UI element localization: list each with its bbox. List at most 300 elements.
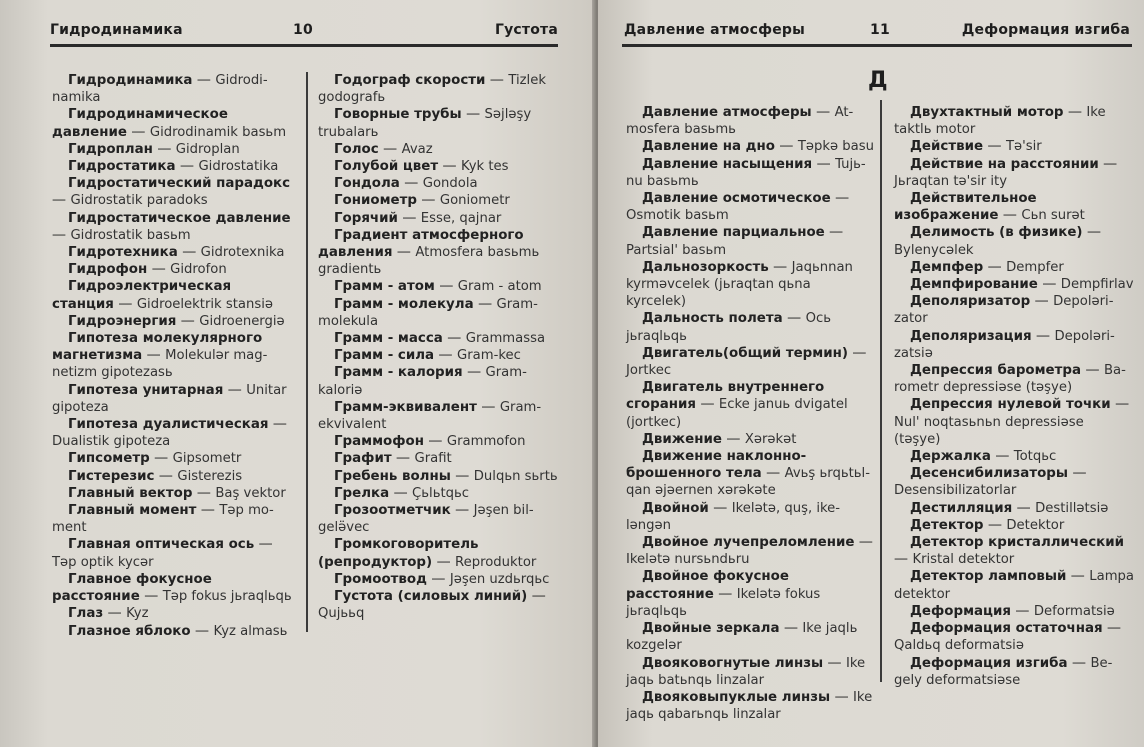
entry-dash: — bbox=[847, 344, 867, 361]
entry-translation: Ecke januь dvigatel (jortkec) bbox=[626, 397, 848, 430]
entry-dash: — bbox=[196, 502, 220, 519]
entry-term: Десенсибилизаторы bbox=[910, 466, 1068, 482]
entry-translation: Dempfirlav bbox=[1060, 277, 1134, 293]
dictionary-entry bbox=[894, 448, 1134, 465]
entry-term: Гидростатическое давление bbox=[68, 210, 291, 226]
entry-translation: Təpkə basu bbox=[797, 139, 874, 155]
entry-term: Громкоговоритель (репродуктор) bbox=[318, 537, 479, 570]
dictionary-entry bbox=[318, 141, 560, 158]
entry-dash: — bbox=[721, 430, 745, 447]
entry-translation: Begely deformatsiəse bbox=[894, 655, 1113, 688]
entry-term: Двойное фокусное расстояние bbox=[626, 569, 789, 602]
entry-translation: Ocь jьraqlьqь bbox=[626, 311, 831, 344]
entry-translation: Gidrostatik basьm bbox=[70, 227, 191, 243]
dictionary-entry bbox=[318, 192, 560, 209]
entry-dash: — bbox=[854, 534, 873, 551]
right-column-divider bbox=[880, 100, 882, 682]
entry-translation: Ike jaqь qabarьnqь linzalar bbox=[626, 689, 873, 723]
right-column-1 bbox=[626, 104, 874, 723]
entry-term: Грамм - масса bbox=[334, 331, 443, 347]
entry-translation: Təp fokus jьraqlьqь bbox=[162, 589, 292, 605]
right-page-header bbox=[598, 22, 1144, 44]
entry-term: Давление насыщения bbox=[642, 156, 813, 172]
entry-term: Главный вектор bbox=[68, 485, 193, 501]
entry-translation: Osmotik basьm bbox=[626, 208, 729, 224]
entry-dash: — bbox=[450, 467, 474, 484]
entry-dash: — bbox=[52, 192, 71, 209]
entry-term: Годограф скорости bbox=[334, 73, 486, 88]
entry-translation: Gidrostatik paradoks bbox=[70, 193, 208, 209]
entry-term: Гипсометр bbox=[68, 451, 150, 467]
entry-term: Двигатель внутреннего сгорания bbox=[626, 380, 825, 413]
dictionary-entry bbox=[318, 347, 560, 364]
dictionary-entry bbox=[318, 278, 560, 295]
left-column-1 bbox=[52, 72, 296, 640]
entry-term: Двояковыпуклые линзы bbox=[642, 689, 831, 705]
dictionary-entry bbox=[52, 502, 296, 536]
entry-translation: Ikelətə nursьndьru bbox=[626, 552, 750, 568]
entry-translation: Jaqьnnan kyrməvcelek (jьraqtan qьna kyrcelek) bbox=[626, 259, 853, 310]
dictionary-entry bbox=[318, 468, 560, 485]
dictionary-entry bbox=[52, 382, 296, 416]
entry-dash: — bbox=[1102, 620, 1122, 637]
entry-term: Гребень волны bbox=[334, 468, 451, 484]
entry-term: Деформация bbox=[910, 603, 1011, 619]
entry-dash: — bbox=[779, 620, 803, 637]
entry-term: Гидроплан bbox=[68, 141, 153, 157]
entry-translation: Gidrofon bbox=[170, 262, 227, 278]
entry-term: Гидротехника bbox=[68, 245, 178, 261]
entry-translation: Ikelətə fokus jьraqlьqь bbox=[626, 586, 821, 619]
entry-translation: Kyz almasь bbox=[213, 623, 288, 639]
dictionary-entry bbox=[894, 500, 1134, 517]
entry-translation: Kyk tes bbox=[461, 159, 509, 175]
entry-translation: Deformatsiə bbox=[1033, 603, 1115, 619]
dictionary-entry bbox=[894, 396, 1134, 448]
entry-translation: Qujььq bbox=[318, 606, 365, 622]
entry-term: Грелка bbox=[334, 485, 390, 501]
entry-translation: Nul' noqtasьnьn depressiəse (təşye) bbox=[894, 414, 1084, 447]
dictionary-entry bbox=[894, 293, 1134, 327]
dictionary-entry bbox=[626, 431, 874, 448]
entry-translation: Gidroenergiə bbox=[199, 313, 285, 329]
dictionary-entry bbox=[626, 379, 874, 431]
entry-dash: — bbox=[983, 258, 1007, 275]
entry-translation: Gramkaloriə bbox=[318, 365, 527, 398]
entry-term: Давление парциальное bbox=[642, 225, 825, 241]
entry-translation: Esse, qajnar bbox=[420, 210, 502, 226]
entry-dash: — bbox=[696, 396, 719, 413]
left-page-header bbox=[0, 22, 598, 44]
dictionary-entry bbox=[52, 141, 296, 158]
entry-dash: — bbox=[434, 278, 458, 295]
entry-translation: Tujьnu basьmь bbox=[626, 156, 866, 189]
left-header-first-term: Гидродинамика bbox=[50, 22, 183, 38]
entry-term: Грамм - сила bbox=[334, 348, 435, 364]
entry-dash: — bbox=[485, 72, 509, 88]
entry-dash: — bbox=[190, 622, 214, 639]
entry-term: Давление атмосферы bbox=[642, 105, 812, 120]
dictionary-entry bbox=[318, 433, 560, 450]
entry-term: Действительное изображение bbox=[894, 191, 1037, 224]
entry-term: Граммофон bbox=[334, 434, 424, 450]
entry-translation: Gidroelektrik stansiə bbox=[136, 296, 274, 312]
entry-translation: Gisterezis bbox=[177, 468, 243, 484]
dictionary-entry bbox=[894, 138, 1134, 155]
entry-term: Деформация изгиба bbox=[910, 655, 1068, 671]
right-header-last-term: Деформация изгиба bbox=[961, 22, 1130, 38]
dictionary-entry bbox=[52, 416, 296, 450]
dictionary-entry bbox=[894, 568, 1134, 602]
entry-translation: Təp moment bbox=[52, 503, 274, 536]
entry-dash: — bbox=[1012, 499, 1036, 516]
entry-term: Детектор bbox=[910, 517, 984, 533]
dictionary-entry bbox=[318, 296, 560, 330]
entry-dash: — bbox=[708, 499, 732, 516]
entry-dash: — bbox=[416, 192, 440, 209]
dictionary-entry bbox=[894, 224, 1134, 258]
entry-translation: Gondola bbox=[422, 176, 478, 192]
left-page-number: 10 bbox=[293, 22, 313, 38]
entry-term: Голубой цвет bbox=[334, 159, 439, 175]
entry-dash: — bbox=[378, 140, 402, 157]
dictionary-entry bbox=[318, 158, 560, 175]
dictionary-entry bbox=[318, 364, 560, 398]
entry-translation: Səjləşy trubalarь bbox=[318, 107, 532, 140]
entry-translation: Kyz bbox=[126, 606, 149, 622]
entry-term: Дальность полета bbox=[642, 311, 783, 327]
entry-dash: — bbox=[1063, 104, 1087, 120]
entry-term: Градиент атмосферного давления bbox=[318, 227, 524, 261]
dictionary-entry bbox=[52, 571, 296, 605]
right-header-rule bbox=[622, 44, 1132, 47]
dictionary-entry bbox=[52, 536, 296, 570]
dictionary-entry bbox=[52, 72, 296, 106]
dictionary-entry bbox=[52, 330, 296, 382]
entry-term: Гипотеза унитарная bbox=[68, 382, 224, 398]
dictionary-entry bbox=[318, 210, 560, 227]
entry-dash: — bbox=[983, 516, 1007, 533]
entry-dash: — bbox=[1098, 155, 1118, 172]
entry-dash: — bbox=[823, 654, 846, 671]
entry-translation: Jəşen uzdьrqьc bbox=[449, 571, 550, 587]
entry-dash: — bbox=[824, 224, 844, 241]
entry-dash: — bbox=[761, 465, 785, 482]
entry-dash: — bbox=[154, 467, 178, 484]
entry-dash: — bbox=[462, 364, 486, 381]
right-page bbox=[598, 0, 1144, 747]
entry-translation: Gidrodinamik basьm bbox=[149, 124, 287, 140]
dictionary-entry bbox=[52, 244, 296, 261]
entry-term: Гидрофон bbox=[68, 262, 148, 278]
dictionary-entry bbox=[626, 345, 874, 379]
entry-translation: Atmosfera basьmь bbox=[626, 105, 854, 138]
entry-translation: Destillətsiə bbox=[1035, 500, 1109, 516]
dictionary-entry bbox=[894, 156, 1134, 190]
entry-translation: Çьlьtqьc bbox=[412, 485, 470, 501]
entry-dash: — bbox=[450, 502, 474, 519]
entry-translation: Gidrodinamika bbox=[52, 73, 268, 106]
dictionary-entry bbox=[318, 399, 560, 433]
entry-translation: Barometr depressiəse (təşye) bbox=[894, 363, 1126, 396]
entry-dash: — bbox=[461, 106, 485, 123]
entry-dash: — bbox=[1037, 276, 1061, 293]
entry-translation: Lampa detektor bbox=[894, 569, 1134, 602]
dictionary-entry bbox=[318, 106, 560, 140]
entry-translation: Xərəkət bbox=[744, 431, 797, 447]
dictionary-entry bbox=[52, 623, 296, 640]
dictionary-entry bbox=[52, 210, 296, 244]
entry-dash: — bbox=[1082, 224, 1102, 241]
entry-term: Дальнозоркость bbox=[642, 259, 769, 275]
entry-dash: — bbox=[149, 450, 173, 467]
entry-translation: Gram - atom bbox=[457, 279, 542, 295]
entry-dash: — bbox=[1010, 602, 1034, 619]
entry-dash: — bbox=[113, 295, 137, 312]
entry-term: Деполяризатор bbox=[910, 294, 1031, 310]
entry-dash: — bbox=[998, 207, 1022, 224]
dictionary-entry bbox=[894, 603, 1134, 620]
entry-term: Гониометр bbox=[334, 193, 417, 209]
entry-translation: Totqьc bbox=[1013, 449, 1057, 465]
dictionary-entry bbox=[318, 536, 560, 570]
entry-term: Детектор ламповый bbox=[910, 569, 1067, 585]
entry-translation: Ike jaqь batьnqь linzalar bbox=[626, 655, 866, 688]
entry-term: Гипотеза молекулярного магнетизма bbox=[52, 331, 263, 364]
entry-translation: Dempfer bbox=[1006, 259, 1064, 275]
dictionary-entry bbox=[318, 175, 560, 192]
dictionary-entry bbox=[626, 259, 874, 311]
entry-translation: Gidrotexnika bbox=[200, 245, 285, 261]
dictionary-entry bbox=[626, 620, 874, 654]
dictionary-entry bbox=[894, 517, 1134, 534]
dictionary-entry bbox=[626, 655, 874, 689]
entry-term: Грамм - молекула bbox=[334, 296, 474, 312]
dictionary-entry bbox=[894, 534, 1134, 568]
entry-term: Громоотвод bbox=[334, 571, 427, 587]
dictionary-entry bbox=[894, 620, 1134, 654]
entry-dash: — bbox=[830, 688, 854, 705]
entry-term: Глазное яблоко bbox=[68, 623, 191, 639]
dictionary-entry bbox=[626, 534, 874, 568]
dictionary-entry bbox=[52, 175, 296, 209]
entry-translation: Detektor bbox=[1006, 517, 1065, 533]
entry-translation: Ike taktlь motor bbox=[894, 105, 1106, 138]
entry-translation: Unitar gipoteza bbox=[52, 382, 287, 415]
entry-dash: — bbox=[392, 244, 416, 261]
dictionary-entry bbox=[52, 158, 296, 175]
dictionary-entry bbox=[626, 448, 874, 500]
entry-term: Двухтактный мотор bbox=[910, 105, 1064, 120]
entry-dash: — bbox=[1081, 362, 1104, 379]
entry-translation: Grafit bbox=[414, 451, 452, 467]
entry-term: Дестилляция bbox=[910, 500, 1013, 516]
right-column-2 bbox=[894, 104, 1134, 689]
entry-term: Демпфер bbox=[910, 259, 984, 275]
dictionary-entry bbox=[626, 500, 874, 534]
entry-term: Гондола bbox=[334, 176, 400, 192]
entry-term: Главный момент bbox=[68, 503, 197, 519]
entry-translation: Grammofon bbox=[446, 434, 526, 450]
entry-translation: Cьn surət bbox=[1021, 208, 1085, 224]
entry-translation: Grammassa bbox=[465, 331, 546, 347]
entry-dash: — bbox=[389, 484, 413, 501]
entry-term: Движение наклонно-брошенного тела bbox=[626, 449, 807, 482]
entry-dash: — bbox=[175, 158, 199, 175]
entry-dash: — bbox=[192, 484, 216, 501]
entry-dash: — bbox=[768, 258, 792, 275]
entry-term: Гидростатика bbox=[68, 159, 176, 175]
entry-translation: Avaz bbox=[401, 141, 433, 157]
entry-dash: — bbox=[476, 398, 500, 415]
dictionary-entry bbox=[318, 485, 560, 502]
dictionary-entry bbox=[894, 655, 1134, 689]
right-page-number: 11 bbox=[870, 22, 890, 38]
dictionary-entry bbox=[318, 571, 560, 588]
entry-term: Двойные зеркала bbox=[642, 621, 780, 637]
entry-dash: — bbox=[830, 190, 850, 207]
entry-dash: — bbox=[397, 209, 421, 226]
entry-translation: Gipsometr bbox=[172, 451, 242, 467]
entry-dash: — bbox=[192, 72, 216, 88]
entry-term: Гидроэнергия bbox=[68, 313, 177, 329]
dictionary-entry bbox=[52, 450, 296, 467]
entry-term: Голос bbox=[334, 141, 379, 157]
entry-translation: Baş vektor bbox=[215, 485, 286, 501]
entry-dash: — bbox=[782, 310, 806, 327]
dictionary-entry bbox=[52, 106, 296, 140]
dictionary-entry bbox=[318, 588, 560, 622]
entry-term: Деформация остаточная bbox=[910, 621, 1103, 637]
dictionary-entry bbox=[52, 278, 296, 312]
entry-dash: — bbox=[139, 588, 163, 605]
entry-dash: — bbox=[990, 448, 1014, 465]
entry-term: Гидростатический парадокс bbox=[68, 176, 291, 192]
left-column-2 bbox=[318, 72, 560, 623]
dictionary-entry bbox=[318, 450, 560, 467]
entry-term: Гидроэлектрическая станция bbox=[52, 279, 232, 312]
entry-term: Грамм-эквивалент bbox=[334, 399, 477, 415]
entry-term: Давление осмотическое bbox=[642, 191, 831, 207]
dictionary-entry bbox=[626, 104, 874, 138]
entry-term: Гипотеза дуалистическая bbox=[68, 417, 269, 433]
dictionary-entry bbox=[894, 259, 1134, 276]
entry-term: Глаз bbox=[68, 606, 104, 622]
right-header-first-term: Давление атмосферы bbox=[624, 22, 805, 38]
entry-dash: — bbox=[438, 158, 462, 175]
entry-term: Двойной bbox=[642, 500, 709, 516]
entry-dash: — bbox=[254, 536, 273, 553]
entry-translation: Molekulər magnetizm gipotezasь bbox=[52, 348, 268, 381]
entry-dash: — bbox=[473, 295, 497, 312]
entry-term: Двояковогнутые линзы bbox=[642, 655, 824, 671]
entry-term: Главная оптическая ось bbox=[68, 537, 255, 553]
entry-dash: — bbox=[811, 104, 835, 120]
entry-dash: — bbox=[126, 123, 150, 140]
entry-translation: Jortkec bbox=[626, 363, 672, 379]
entry-dash: — bbox=[176, 312, 200, 329]
entry-dash: — bbox=[442, 330, 466, 347]
entry-dash: — bbox=[52, 226, 71, 243]
entry-term: Держалка bbox=[910, 449, 991, 465]
entry-dash: — bbox=[1067, 654, 1091, 671]
entry-dash: — bbox=[894, 551, 913, 568]
dictionary-entry bbox=[894, 104, 1134, 138]
entry-translation: Ike jaqlь kozgelər bbox=[626, 621, 858, 654]
entry-term: Графит bbox=[334, 451, 392, 467]
entry-translation: Tizlek godografь bbox=[318, 73, 546, 106]
entry-term: Деполяризация bbox=[910, 328, 1032, 344]
left-header-last-term: Густота bbox=[494, 22, 558, 38]
dictionary-entry bbox=[894, 465, 1134, 499]
entry-term: Депрессия нулевой точки bbox=[910, 397, 1111, 413]
entry-translation: Depolərіzator bbox=[894, 294, 1114, 327]
entry-dash: — bbox=[426, 570, 450, 587]
entry-dash: — bbox=[147, 261, 171, 278]
entry-term: Давление на дно bbox=[642, 139, 775, 155]
entry-translation: Jьraqtan tə'sir ity bbox=[894, 173, 1008, 189]
dictionary-entry bbox=[52, 485, 296, 502]
dictionary-entry bbox=[626, 310, 874, 344]
entry-dash: — bbox=[1030, 293, 1054, 310]
entry-dash: — bbox=[1066, 568, 1090, 585]
dictionary-entry bbox=[626, 689, 874, 723]
entry-dash: — bbox=[223, 381, 247, 398]
entry-dash: — bbox=[432, 553, 456, 570]
entry-term: Главное фокусное расстояние bbox=[52, 571, 212, 605]
entry-translation: Gram-kec bbox=[457, 348, 521, 364]
entry-term: Грамм - калория bbox=[334, 365, 463, 381]
entry-translation: Qaldьq deformatsiə bbox=[894, 638, 1024, 654]
dictionary-entry bbox=[318, 330, 560, 347]
entry-dash: — bbox=[177, 244, 201, 261]
entry-dash: — bbox=[391, 450, 415, 467]
entry-dash: — bbox=[1031, 327, 1055, 344]
entry-dash: — bbox=[268, 416, 287, 433]
entry-term: Густота (силовых линий) bbox=[334, 589, 528, 605]
entry-translation: Gramekvivalent bbox=[318, 399, 542, 433]
dictionary-entry bbox=[52, 261, 296, 278]
entry-translation: Kristal detektor bbox=[912, 552, 1015, 568]
entry-term: Гидродинамика bbox=[68, 73, 193, 88]
entry-dash: — bbox=[152, 140, 176, 157]
entry-translation: Gidrostatika bbox=[198, 159, 279, 175]
entry-translation: Avьş ьrqьtьlqan əjəernen xərəkəte bbox=[626, 466, 870, 499]
entry-dash: — bbox=[527, 588, 546, 605]
dictionary-entry bbox=[318, 72, 560, 106]
entry-translation: Partsial' basьm bbox=[626, 242, 727, 258]
entry-term: Грозоотметчик bbox=[334, 503, 451, 519]
entry-translation: Ikelətə, quş, ikeləngən bbox=[626, 500, 841, 533]
left-column-divider bbox=[306, 72, 308, 632]
dictionary-entry bbox=[626, 190, 874, 224]
section-letter: Д bbox=[868, 68, 888, 93]
entry-term: Горячий bbox=[334, 210, 398, 226]
dictionary-entry bbox=[318, 502, 560, 536]
entry-term: Гистерезис bbox=[68, 468, 155, 484]
entry-translation: Dualistik gipoteza bbox=[52, 434, 171, 450]
entry-term: Говорные трубы bbox=[334, 107, 462, 123]
dictionary-entry bbox=[626, 224, 874, 258]
entry-dash: — bbox=[774, 138, 798, 155]
entry-translation: Atmosfera basьmь gradientь bbox=[318, 245, 540, 278]
entry-dash: — bbox=[983, 138, 1006, 155]
dictionary-entry bbox=[626, 568, 874, 620]
entry-dash: — bbox=[103, 605, 127, 622]
entry-translation: Dulqьn sьrtь bbox=[473, 468, 558, 484]
dictionary-entry bbox=[894, 328, 1134, 362]
entry-translation: Təp optik kycər bbox=[52, 554, 154, 570]
